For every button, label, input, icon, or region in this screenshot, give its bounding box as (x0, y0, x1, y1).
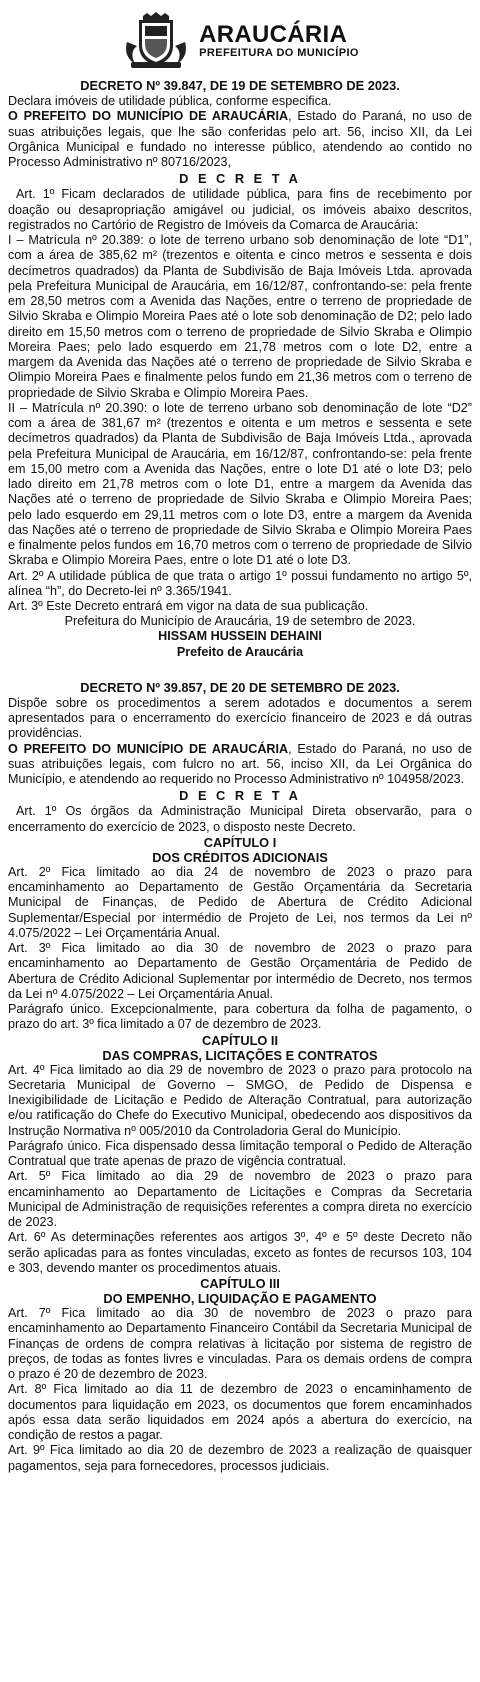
decree-1-place-date: Prefeitura do Município de Araucária, 19 de setembro de 2023. (64, 614, 416, 629)
chapter-1-heading: CAPÍTULO I (203, 834, 277, 850)
header (8, 10, 472, 72)
decree-2-art3: Art. 3º Fica limitado ao dia 30 de novembro de 2023 o prazo para encaminhamento ao Departamento de Gestão Orçamentária de Pedido de Abertura de Crédito Adicional Suplementar por intermédio de Decreto, nos termos da Lei nº 4.075/2022 – Lei Orçamentária Anual. (8, 941, 472, 1001)
decree-1-art2: Art. 2º A utilidade pública de que trata o artigo 1º possui fundamento no artigo 5º, alínea “h”, do Decreto-lei nº 3.365/1941. (8, 568, 472, 598)
preamble-text: , Estado do Paraná, no uso de suas atribuições legais, que lhe são conferidas pelo art. 56, inciso XII, da Lei Orgânica Municipal e fundado no interesse público, atendendo ao contido no Processo Administrativo nº 80716/2023, (8, 109, 472, 169)
brand-subtitle: PREFEITURA DO MUNICÍPIO (199, 47, 359, 59)
preamble-bold: O PREFEITO DO MUNICÍPIO DE ARAUCÁRIA (8, 109, 289, 124)
chapter-2-title: DAS COMPRAS, LICITAÇÕES E CONTRATOS (102, 1047, 378, 1063)
decree-2-art7: Art. 7º Fica limitado ao dia 30 de novembro de 2023 o prazo para encaminhamento ao Departamento Financeiro Contábil da Secretaria Municipal de Finanças de ordens de compra relativas à licitação por sistema de registro de preços, de todas as fontes livres e vinculadas. Para os demais ordens de compra o prazo é 20 de dezembro de 2023. (8, 1306, 472, 1382)
chapter-3-title: DO EMPENHO, LIQUIDAÇÃO E PAGAMENTO (103, 1291, 377, 1307)
page (8, 0, 472, 1474)
decree-2-title: DECRETO Nº 39.857, DE 20 DE SETEMBRO DE 2023. (80, 679, 400, 695)
decree-2-art3-paragraph: Parágrafo único. Excepcionalmente, para cobertura da folha de pagamento, o prazo do art. 3º fica limitado a 07 de dezembro de 2023. (8, 1002, 472, 1032)
brand-name: ARAUCÁRIA (199, 21, 348, 48)
chapter-1-title: DOS CRÉDITOS ADICIONAIS (152, 849, 328, 865)
decree-1-preamble (8, 109, 472, 170)
decree-1-item1: I – Matrícula nº 20.389: o lote de terreno urbano sob denominação de lote “D1”, com a área de 385,62 m² (trezentos e oitenta e cinco metros e sessenta e dois decímetros quadrados) da Planta de Subdivisão de Baja Imóveis Ltda. aprovada pela Prefeitura Municipal de Araucária, em 16/12/87, confrontando-se: pela frente em 28,50 metros com a Avenida das Nações, entre o terreno de propriedade de Silvio Skraba e Olimpio Moreira Paes até o lote sob denominação de D2; pelo lado direito em 15,50 metros com o terreno de propriedade de Silvio Skraba e Olimpio Moreira Paes; pelo lado esquerdo em 21,78 metros com o lote D2, entre a margem da Avenida das Nações até o terreno de propriedade de Silvio Skraba e Olimpio Moreira Paes e finalmente pelos fundo em 21,36 metros com o terreno de propriedade de Silvio Skraba e Olimpio Moreira Paes. (8, 233, 472, 400)
decree-2-preamble (8, 742, 472, 788)
decree-2-art1: Art. 1º Os órgãos da Administração Municipal Direta observarão, para o encerramento do exercício de 2023, o disposto neste Decreto. (8, 804, 472, 834)
decree-2-art4-paragraph: Parágrafo único. Fica dispensado dessa limitação temporal o Pedido de Alteração Contratual que trate apenas de prazo de vigência contratual. (8, 1138, 472, 1169)
municipal-seal-icon (121, 12, 191, 70)
decree-2-decreta: D E C R E T A (179, 788, 301, 804)
preamble-bold: O PREFEITO DO MUNICÍPIO DE ARAUCÁRIA (8, 741, 289, 756)
decree-1-summary: Declara imóveis de utilidade pública, conforme especifica. (8, 94, 332, 108)
decree-1-art1: Art. 1º Ficam declarados de utilidade pública, para fins de recebimento por doação ou desapropriação amigável ou judicial, os imóveis abaixo descritos, registrados no Cartório de Registro de Imóveis da Comarca de Araucária: (8, 187, 472, 232)
decree-2-art6: Art. 6º As determinações referentes aos artigos 3º, 4º e 5º deste Decreto não serão aplicadas para as fontes vinculadas, exceto as fontes de recursos 103, 104 e 303, devendo manter os procedimentos atuais. (8, 1230, 472, 1275)
decree-1-title: DECRETO Nº 39.847, DE 19 DE SETEMBRO DE 2023. (80, 78, 400, 93)
decree-2-art4: Art. 4º Fica limitado ao dia 29 de novembro de 2023 o prazo para protocolo na Secretaria Municipal de Governo – SMGO, de Pedido de Dispensa e Inexigibilidade de Licitação e Pedido de Alteração Contratual, para autorização e/ou ratificação do Chefe do Executivo Municipal, obedecendo aos dispositivos da Instrução Normativa nº 005/2010 da Controladoria Geral do Município. (8, 1062, 472, 1138)
decree-2-art9: Art. 9º Fica limitado ao dia 20 de dezembro de 2023 a realização de quaisquer pagamentos, seja para fornecedores, processos judiciais. (8, 1443, 472, 1473)
preamble-text: , Estado do Paraná, no uso de suas atribuições legais, com fulcro no art. 56, inciso XII, da Lei Orgânica do Município, e atendendo ao requerido no Processo Administrativo nº 104958/2023. (8, 741, 472, 787)
decree-1-signer: HISSAM HUSSEIN DEHAINI (158, 629, 322, 644)
decree-1-item2: II – Matrícula nº 20.390: o lote de terreno urbano sob denominação de lote “D2” com a área de 381,67 m² (trezentos e oitenta e um metros e sessenta e sete decímetros quadrados) da Planta de Subdivisão de Baja Imóveis Ltda., aprovada pela Prefeitura Municipal de Araucária, em 16/12/87, confrontando-se: pela frente em 15,00 metro com a Avenida das Nações, entre o lote D1 até o lote D3; pelo lado direito em 21,78 metros com o lote D1, entre a margem da Avenida das Nações até o terreno de propriedade de Silvio Skraba e Olimpio Moreira Paes; pelo lado esquerdo em 29,11 metros com o lote D3, entre a margem da Avenida das Nações até o terreno de propriedade de Silvio Skraba e Olimpio Moreira Paes e finalmente pelos fundos em 16,70 metros com o terreno de propriedade de Silvio Skraba e Olimpio Moreira Paes, entre o lote D1 até o lote D3. (8, 400, 472, 568)
decree-1-art3: Art. 3º Este Decreto entrará em vigor na data de sua publicação. (8, 599, 369, 613)
decree-2-summary: Dispõe sobre os procedimentos a serem adotados e documentos a serem apresentados para o encerramento do exercício financeiro de 2023 e dá outras providências. (8, 695, 472, 741)
decree-1-decreta: D E C R E T A (179, 171, 301, 187)
decree-2-art5: Art. 5º Fica limitado ao dia 29 de novembro de 2023 o prazo para encaminhamento ao Departamento de Licitações e Compras da Secretaria Municipal de Administração de requisições referentes a compra direta no exercício de 2023. (8, 1169, 472, 1230)
decree-2-art8: Art. 8º Fica limitado ao dia 11 de dezembro de 2023 o encaminhamento de documentos para liquidação em 2023, os documentos que forem encaminhados após essa data serão liquidados em 2024 após a abertura do exercício, na condição de restos a pagar. (8, 1382, 472, 1443)
decree-2-art2: Art. 2º Fica limitado ao dia 24 de novembro de 2023 o prazo para encaminhamento ao Departamento de Gestão Orçamentária da Secretaria Municipal de Finanças, de Pedido de Abertura de Crédito Adicional Suplementar/Especial por intermédio de Projeto de Lei, nos termos da Lei nº 4.075/2022 – Lei Orçamentária Anual. (8, 864, 472, 940)
chapter-2-heading: CAPÍTULO II (201, 1032, 279, 1048)
chapter-3-heading: CAPÍTULO III (200, 1276, 280, 1292)
decree-1-signer-role: Prefeito de Araucária (176, 644, 304, 659)
brand-block (199, 23, 359, 59)
